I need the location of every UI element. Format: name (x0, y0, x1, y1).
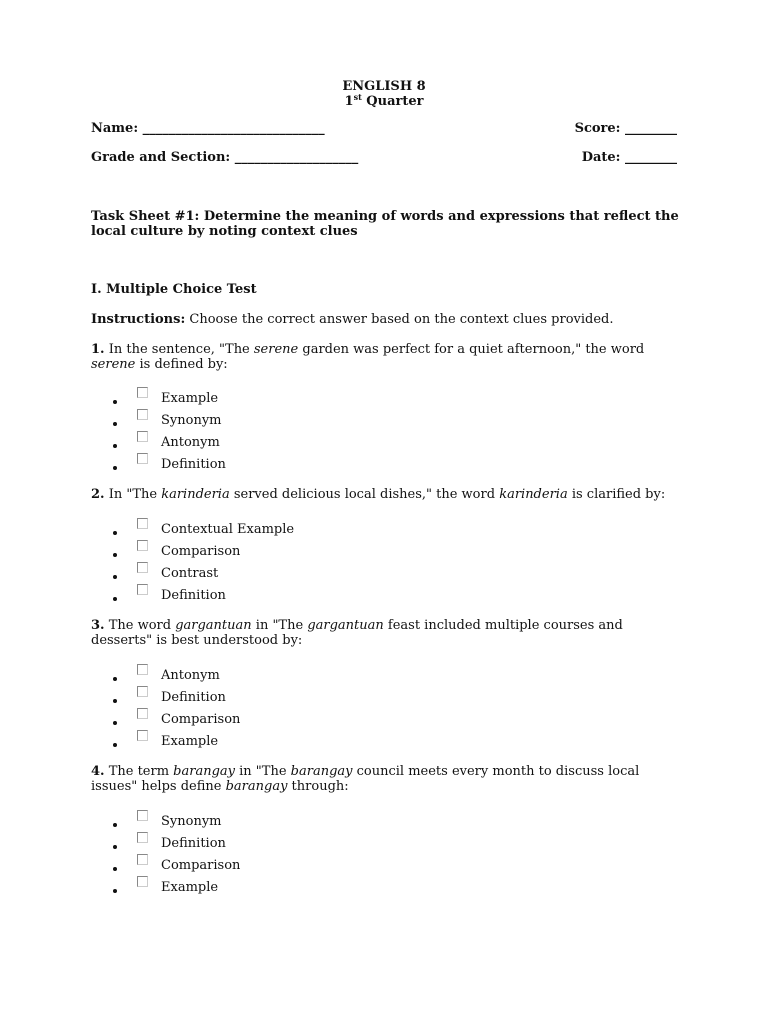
bullet-icon (113, 889, 117, 893)
checkbox-icon[interactable] (137, 730, 148, 741)
bullet-icon (113, 597, 117, 601)
option-label: Synonym (161, 413, 222, 428)
checkbox-icon[interactable] (137, 409, 148, 420)
key-word: serene (253, 342, 299, 357)
bullet-icon (113, 677, 117, 681)
key-word: serene (91, 357, 136, 372)
question-3-number: 3. (91, 618, 105, 633)
task-heading (91, 209, 681, 239)
name-field[interactable]: Name: ____________________________ (91, 121, 325, 136)
key-word: barangay (225, 779, 288, 794)
checkbox-icon[interactable] (137, 708, 148, 719)
score-field[interactable]: Score: ________ (574, 121, 677, 136)
bullet-icon (113, 575, 117, 579)
question-text: in "The (235, 764, 291, 779)
key-word: barangay (290, 764, 353, 779)
option-label: Synonym (161, 814, 222, 829)
question-text: council meets every month to discuss local issues" helps define (91, 764, 640, 794)
option-label: Comparison (161, 858, 241, 873)
option-label: Definition (161, 588, 226, 603)
option-label: Contextual Example (161, 522, 295, 537)
question-text: The term (104, 764, 174, 779)
option-label: Example (161, 391, 219, 406)
checkbox-icon[interactable] (137, 540, 148, 551)
question-2-number: 2. (91, 487, 105, 502)
bullet-icon (113, 400, 117, 404)
checkbox-icon[interactable] (137, 876, 148, 887)
checkbox-icon[interactable] (137, 664, 148, 675)
option-label: Definition (161, 836, 226, 851)
option-label: Comparison (161, 544, 241, 559)
bullet-icon (113, 845, 117, 849)
question-text: through: (287, 779, 349, 794)
question-4-number: 4. (91, 764, 105, 779)
option-label: Example (161, 734, 219, 749)
question-text: In "The (104, 487, 162, 502)
bullet-icon (113, 867, 117, 871)
option-label: Antonym (161, 435, 220, 450)
question-4 (91, 764, 681, 794)
name-score-row (91, 121, 677, 136)
task-heading-line-1: Task Sheet #1: Determine the meaning of words and expressions that reflect the (91, 209, 679, 224)
subject-title: ENGLISH 8 (342, 79, 426, 94)
checkbox-icon[interactable] (137, 854, 148, 865)
task-heading-line-2: local culture by noting context clues (91, 224, 358, 239)
bullet-icon (113, 531, 117, 535)
checkbox-icon[interactable] (137, 453, 148, 464)
quarter-ordinal: st (353, 92, 362, 102)
bullet-icon (113, 553, 117, 557)
question-2 (91, 487, 681, 502)
instructions (91, 312, 681, 327)
question-text: feast included multiple courses and desserts" is best understood by: (91, 618, 623, 648)
grade-date-row (91, 150, 677, 165)
key-word: karinderia (161, 487, 230, 502)
checkbox-icon[interactable] (137, 562, 148, 573)
question-1-number: 1. (91, 342, 105, 357)
instructions-text: Choose the correct answer based on the context clues provided. (185, 312, 614, 327)
quarter-number: 1 (344, 94, 354, 109)
checkbox-icon[interactable] (137, 686, 148, 697)
bullet-icon (113, 466, 117, 470)
key-word: karinderia (499, 487, 568, 502)
question-1 (91, 342, 681, 372)
grade-section-field[interactable]: Grade and Section: ___________________ (91, 150, 359, 165)
question-text: in "The (251, 618, 308, 633)
bullet-icon (113, 422, 117, 426)
question-text: The word (104, 618, 176, 633)
option-label: Contrast (161, 566, 219, 581)
bullet-icon (113, 721, 117, 725)
key-word: gargantuan (175, 618, 252, 633)
checkbox-icon[interactable] (137, 518, 148, 529)
question-3 (91, 618, 681, 648)
question-text: served delicious local dishes," the word (229, 487, 500, 502)
option-label: Comparison (161, 712, 241, 727)
option-label: Definition (161, 457, 226, 472)
bullet-icon (113, 823, 117, 827)
option-label: Antonym (161, 668, 220, 683)
bullet-icon (113, 743, 117, 747)
checkbox-icon[interactable] (137, 832, 148, 843)
checkbox-icon[interactable] (137, 387, 148, 398)
question-text: is clarified by: (567, 487, 666, 502)
bullet-icon (113, 444, 117, 448)
instructions-label: Instructions: (91, 312, 186, 327)
checkbox-icon[interactable] (137, 584, 148, 595)
key-word: gargantuan (307, 618, 384, 633)
bullet-icon (113, 699, 117, 703)
section-title: I. Multiple Choice Test (91, 282, 257, 297)
quarter-word: Quarter (361, 94, 424, 109)
question-text: is defined by: (135, 357, 228, 372)
checkbox-icon[interactable] (137, 810, 148, 821)
quarter-title (0, 94, 768, 109)
question-text: garden was perfect for a quiet afternoon," the word (298, 342, 645, 357)
option-label: Definition (161, 690, 226, 705)
date-field[interactable]: Date: ________ (581, 150, 677, 165)
key-word: barangay (173, 764, 235, 779)
question-text: In the sentence, "The (104, 342, 254, 357)
checkbox-icon[interactable] (137, 431, 148, 442)
option-label: Example (161, 880, 219, 895)
